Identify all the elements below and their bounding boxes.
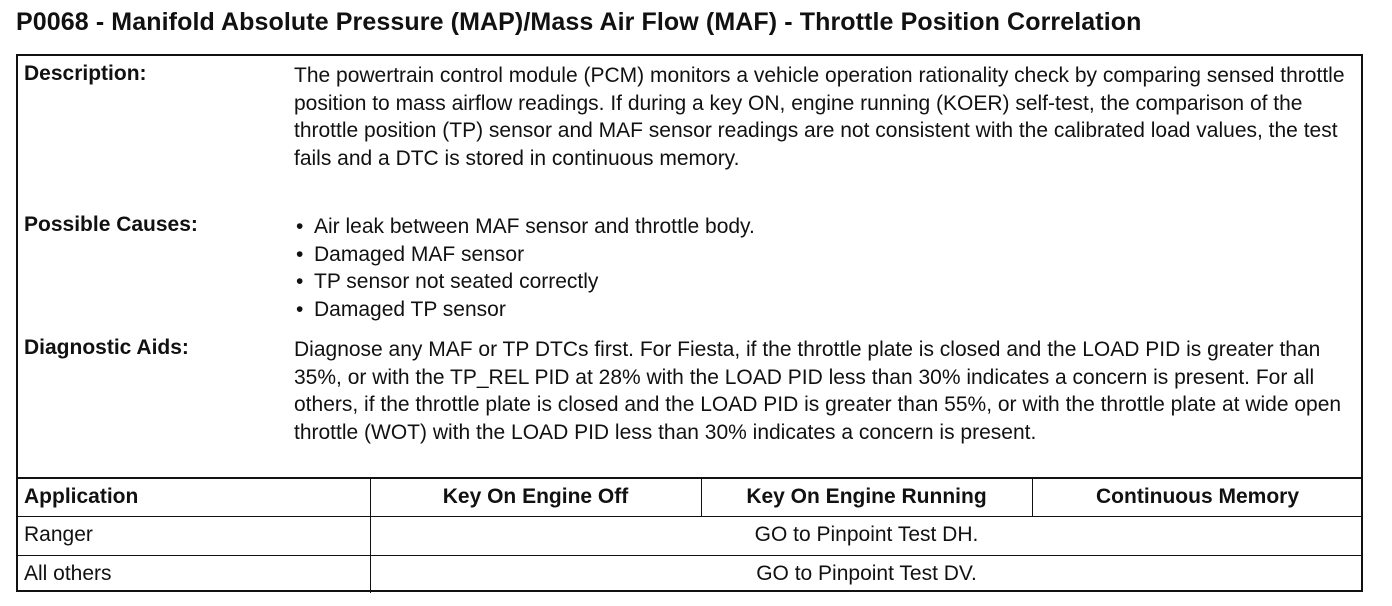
table-row-application: All others	[24, 562, 112, 585]
table-header-continuous-memory: Continuous Memory	[1096, 485, 1299, 508]
table-row-application: Ranger	[24, 523, 93, 546]
table-header-koeo: Key On Engine Off	[442, 485, 629, 508]
diagnostic-aids-label: Diagnostic Aids:	[24, 336, 189, 359]
description-label: Description:	[24, 62, 147, 85]
dtc-info-box	[16, 54, 1363, 592]
table-header-application: Application	[24, 485, 139, 508]
cause-item: • TP sensor not seated correctly	[294, 268, 1356, 296]
table-header-koer: Key On Engine Running	[746, 485, 987, 508]
possible-causes-list	[294, 213, 1356, 324]
possible-causes-list-wrap	[294, 213, 1356, 324]
page-title: P0068 - Manifold Absolute Pressure (MAP)/Mass Air Flow (MAF) - Throttle Position Correlation	[16, 8, 1142, 36]
cause-item: • Air leak between MAF sensor and throttle body.	[294, 213, 1356, 241]
possible-causes-label: Possible Causes:	[24, 213, 198, 236]
cause-item: • Damaged TP sensor	[294, 296, 1356, 324]
description-text: The powertrain control module (PCM) monitors a vehicle operation rationality check by comparing sensed throttle position to mass airflow readings. If during a key ON, engine running (KOER) self-test, the comparison of the throttle position (TP) sensor and MAF sensor readings are not consistent with the calibrated load values, the test fails and a DTC is stored in continuous memory.	[294, 64, 1345, 171]
cause-item: • Damaged MAF sensor	[294, 241, 1356, 269]
table-divider	[18, 555, 1361, 556]
table-row-action: GO to Pinpoint Test DH.	[754, 523, 979, 546]
table-divider	[18, 516, 1361, 517]
application-table	[18, 477, 1361, 594]
diagnostic-aids-text: Diagnose any MAF or TP DTCs first. For Fiesta, if the throttle plate is closed and the LOAD PID is greater than 35%, or with the TP_REL PID at 28% with the LOAD PID less than 30% indicates a concern is present. For all others, if the throttle plate is closed and the LOAD PID is greater than 55%, or with the throttle plate at wide open throttle (WOT) with the LOAD PID less than 30% indicates a concern is present.	[294, 338, 1342, 445]
table-row-action: GO to Pinpoint Test DV.	[756, 562, 977, 585]
